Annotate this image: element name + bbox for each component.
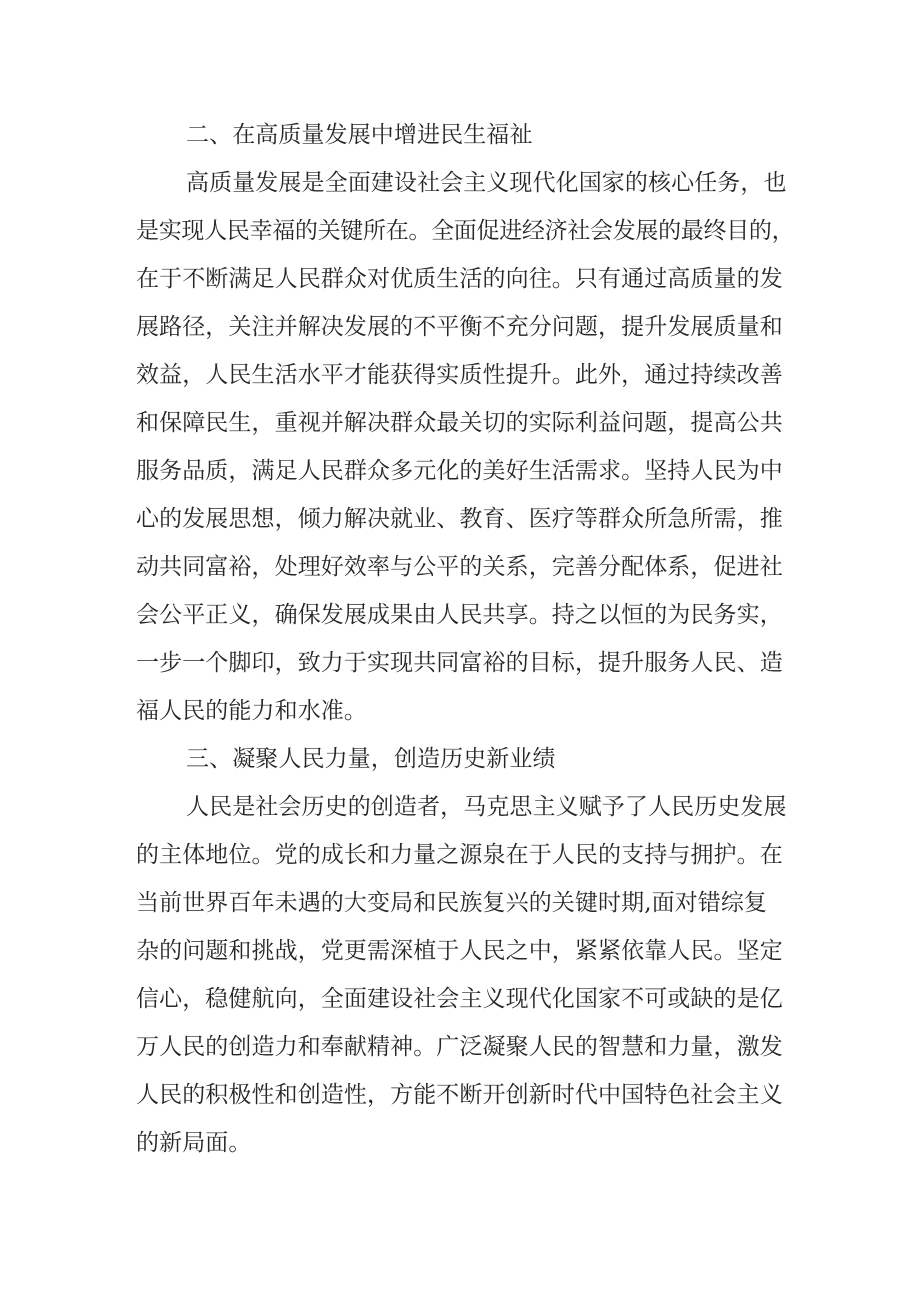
paragraph-line: 动共同富裕，处理好效率与公平的关系，完善分配体系，促进社 [136, 554, 783, 580]
paragraph-line: 心的发展思想，倾力解决就业、教育、医疗等群众所急所需，推 [136, 506, 783, 532]
paragraph-line: 的新局面。 [136, 1130, 252, 1156]
paragraph-line: 会公平正义，确保发展成果由人民共享。持之以恒的为民务实， [136, 602, 783, 628]
paragraph-line: 高质量发展是全面建设社会主义现代化国家的核心任务，也 [186, 170, 787, 196]
section-heading: 三、凝聚人民力量，创造历史新业绩 [186, 746, 556, 772]
paragraph-line: 是实现人民幸福的关键所在。全面促进经济社会发展的最终目的， [136, 218, 795, 244]
paragraph-line: 效益，人民生活水平才能获得实质性提升。此外，通过持续改善 [136, 362, 783, 388]
paragraph-line: 在于不断满足人民群众对优质生活的向往。只有通过高质量的发 [136, 266, 783, 292]
paragraph-line: 和保障民生，重视并解决群众最关切的实际利益问题，提高公共 [136, 410, 783, 436]
paragraph-line: 杂的问题和挑战，党更需深植于人民之中，紧紧依靠人民。坚定 [136, 938, 783, 964]
paragraph-line: 服务品质，满足人民群众多元化的美好生活需求。坚持人民为中 [136, 458, 783, 484]
paragraph-line: 万人民的创造力和奉献精神。广泛凝聚人民的智慧和力量，激发 [136, 1034, 783, 1060]
paragraph-line: 福人民的能力和水准。 [136, 698, 367, 724]
section-heading: 二、在高质量发展中增进民生福祉 [186, 122, 533, 148]
paragraph-line: 的主体地位。党的成长和力量之源泉在于人民的支持与拥护。在 [136, 842, 783, 868]
paragraph-line: 当前世界百年未遇的大变局和民族复兴的关键时期,面对错综复 [136, 890, 768, 916]
paragraph-line: 展路径，关注并解决发展的不平衡不充分问题，提升发展质量和 [136, 314, 783, 340]
paragraph-line: 信心，稳健航向，全面建设社会主义现代化国家不可或缺的是亿 [136, 986, 783, 1012]
paragraph-line: 人民的积极性和创造性，方能不断开创新时代中国特色社会主义 [136, 1082, 783, 1108]
paragraph-line: 人民是社会历史的创造者，马克思主义赋予了人民历史发展 [186, 794, 787, 820]
paragraph-line: 一步一个脚印，致力于实现共同富裕的目标，提升服务人民、造 [136, 650, 783, 676]
